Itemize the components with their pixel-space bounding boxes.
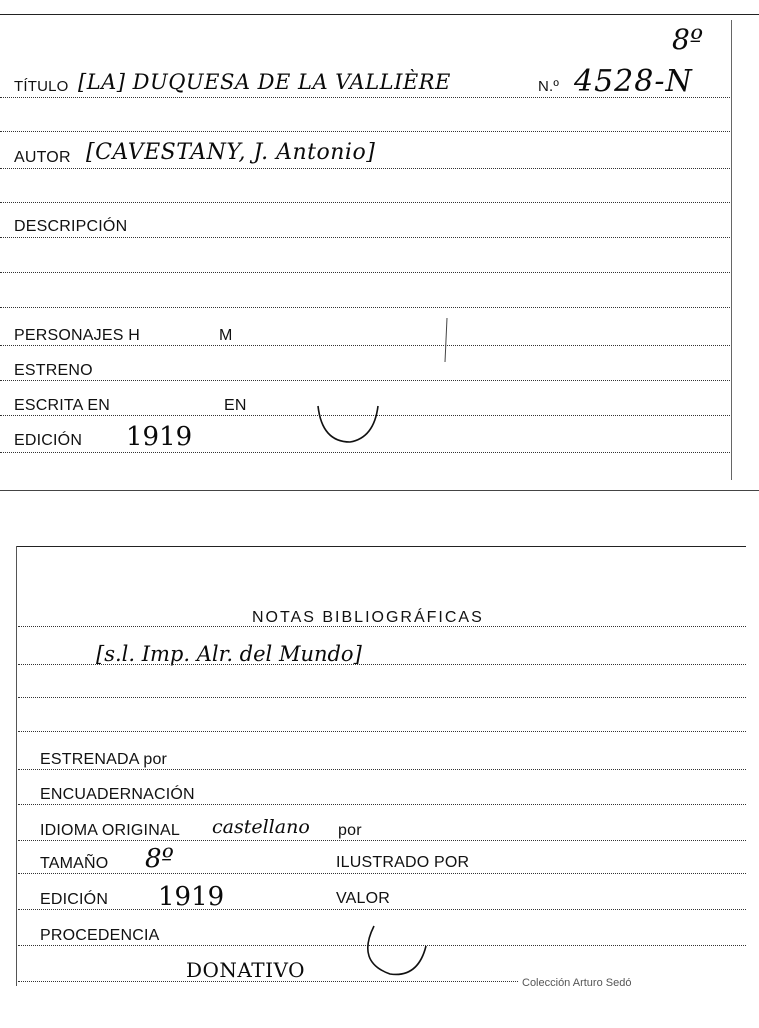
original-language-label: IDIOMA ORIGINAL: [40, 822, 180, 839]
premiered-by-label: ESTRENADA por: [40, 751, 168, 768]
notes-value: [s.l. Imp. Alr. del Mundo]: [96, 642, 362, 666]
rule: [0, 237, 730, 238]
rule: [18, 664, 746, 665]
card-top-bottom-border: [0, 490, 759, 491]
binding-label: ENCUADERNACIÓN: [40, 786, 195, 803]
catalog-card-top: [0, 0, 759, 500]
original-language-value: castellano: [212, 816, 310, 838]
size-label: TAMAÑO: [40, 855, 109, 872]
rule: [18, 873, 746, 874]
by-label: por: [338, 822, 362, 839]
rule: [18, 909, 746, 910]
rule: [0, 380, 730, 381]
rule: [0, 131, 730, 132]
rule: [0, 307, 730, 308]
card-top-right-border: [731, 20, 732, 480]
rule: [18, 626, 746, 627]
rule: [0, 97, 730, 98]
rule: [18, 731, 746, 732]
edition-label: EDICIÓN: [14, 432, 83, 449]
edition-value: 1919: [158, 882, 225, 912]
rule: [18, 804, 746, 805]
rule: [0, 168, 730, 169]
provenance-label: PROCEDENCIA: [40, 927, 160, 944]
value-label: VALOR: [336, 890, 391, 907]
rule: [18, 697, 746, 698]
number-value: 4528-N: [574, 64, 693, 99]
title-value: [LA] DUQUESA DE LA VALLIÈRE: [78, 70, 451, 94]
written-en-label: EN: [224, 397, 247, 414]
rule: [0, 452, 730, 453]
collection-stamp: Colección Arturo Sedó: [522, 977, 632, 989]
number-label: N.º: [538, 78, 560, 95]
rule: [18, 981, 518, 982]
size-value: 8º: [145, 844, 174, 874]
premiere-label: ESTRENO: [14, 362, 93, 379]
catalog-card-bottom: [0, 540, 759, 1028]
card-bottom-border: [16, 546, 746, 547]
author-value: [CAVESTANY, J. Antonio]: [86, 140, 376, 165]
stray-mark: [444, 318, 450, 364]
author-label: AUTOR: [14, 149, 71, 166]
written-in-label: ESCRITA EN: [14, 397, 110, 414]
edition-label: EDICIÓN: [40, 891, 109, 908]
description-label: DESCRIPCIÓN: [14, 218, 128, 235]
rule: [18, 840, 746, 841]
rule: [18, 769, 746, 770]
punch-hole-mark: [360, 922, 432, 982]
card-bottom-left-border: [16, 546, 17, 986]
rule: [0, 202, 730, 203]
characters-m-label: M: [219, 327, 233, 344]
punch-hole-mark: [312, 398, 382, 448]
title-label: TÍTULO: [14, 78, 69, 95]
illustrated-by-label: ILUSTRADO POR: [336, 854, 470, 871]
format-note: 8º: [672, 23, 703, 56]
characters-label: PERSONAJES H: [14, 327, 140, 344]
rule: [0, 345, 730, 346]
provenance-value: DONATIVO: [186, 958, 306, 982]
card-top-border: [0, 14, 759, 15]
notes-heading: NOTAS BIBLIOGRÁFICAS: [252, 609, 484, 626]
rule: [0, 272, 730, 273]
edition-value: 1919: [126, 422, 193, 452]
